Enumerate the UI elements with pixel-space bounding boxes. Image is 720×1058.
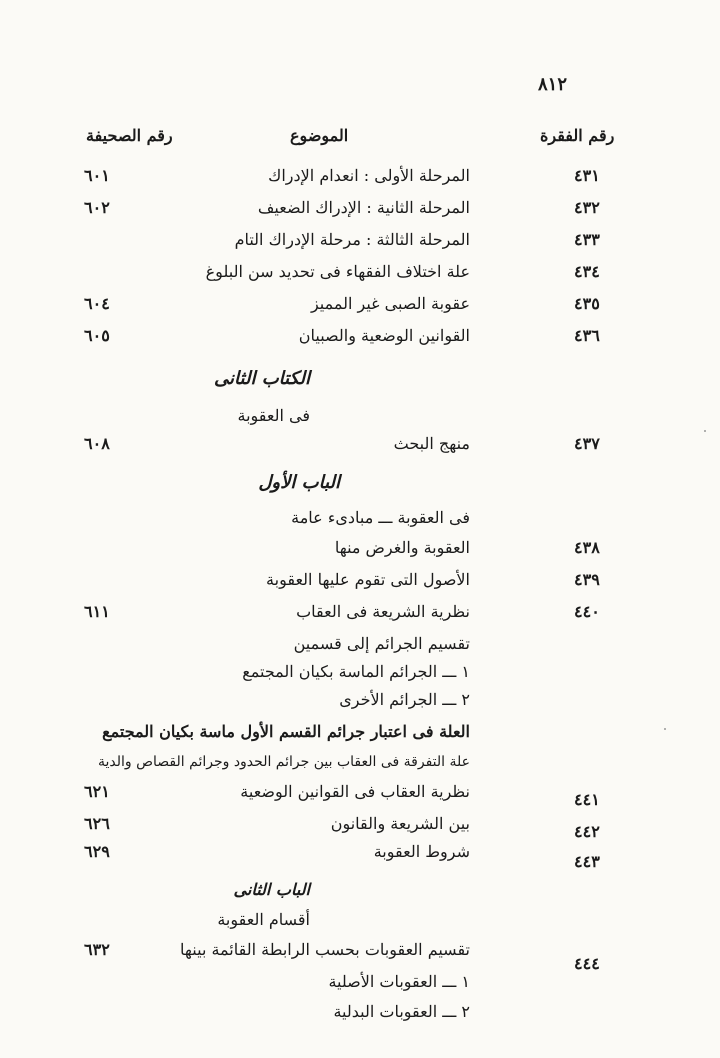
toc-row: [0, 782, 720, 812]
toc-row: [0, 434, 720, 464]
paragraph-number: ٤٤٠: [574, 602, 600, 621]
book-heading: الكتاب الثانى: [214, 368, 310, 389]
paragraph-number: ٤٣٣: [574, 230, 600, 249]
paragraph-number: ٤٣١: [574, 166, 600, 185]
paragraph-number: ٤٣٤: [574, 262, 600, 281]
page-ref: ٦٢٦: [84, 814, 110, 833]
paragraph-number: ٤٣٧: [574, 434, 600, 453]
paragraph-number: ٤٣٦: [574, 326, 600, 345]
paragraph-number: ٤٣٢: [574, 198, 600, 217]
paragraph-number: ٤٤٤: [574, 954, 600, 973]
page-ref: ٦٠٤: [84, 294, 110, 313]
toc-row: [0, 570, 720, 600]
entry-title: المرحلة الثالثة : مرحلة الإدراك التام: [234, 230, 470, 249]
toc-row: [0, 230, 720, 260]
toc-row: [0, 602, 720, 632]
page-ref: ٦٢١: [84, 782, 110, 801]
entry-title: تقسيم العقوبات بحسب الرابطة القائمة بينها: [180, 940, 470, 959]
toc-row: [0, 262, 720, 292]
scan-speck: [704, 430, 706, 432]
toc-row: [0, 538, 720, 568]
entry-title: شروط العقوبة: [373, 842, 470, 861]
paragraph-number: ٤٤٢: [574, 822, 600, 841]
toc-row: [0, 326, 720, 356]
toc-row: [0, 940, 720, 973]
division-item-1: ١ ـــ الجرائم الماسة بكيان المجتمع: [242, 662, 470, 681]
header-topic: الموضوع: [290, 126, 349, 145]
sub-item-2: ٢ ـــ العقوبات البدلية: [333, 1002, 470, 1021]
scan-speck: [664, 728, 666, 730]
toc-row: [0, 814, 720, 844]
entry-title: منهج البحث: [393, 434, 470, 453]
sub-item-1: ١ ـــ العقوبات الأصلية: [328, 972, 470, 991]
page-ref: ٦٠٢: [84, 198, 110, 217]
division-line-2: علة التفرقة فى العقاب بين جرائم الحدود وجرائم القصاص والدية: [97, 754, 470, 770]
paragraph-number: ٤٣٥: [574, 294, 600, 313]
page-ref: ٦٠٥: [84, 326, 110, 345]
page-ref: ٦٠٨: [84, 434, 110, 453]
entry-title: المرحلة الأولى : انعدام الإدراك: [268, 166, 470, 185]
page-ref: ٦٣٢: [84, 940, 110, 959]
entry-title: عقوبة الصبى غير المميز: [310, 294, 470, 313]
chapter-heading: الباب الأول: [258, 472, 340, 493]
toc-row: [0, 166, 720, 196]
paragraph-number: ٤٣٨: [574, 538, 600, 557]
header-paragraph-no: رقم الفقرة: [540, 126, 615, 145]
chapter-subheading: أقسام العقوبة: [217, 910, 310, 929]
entry-title: المرحلة الثانية : الإدراك الضعيف: [257, 198, 470, 217]
division-item-2: ٢ ـــ الجرائم الأخرى: [339, 690, 470, 709]
paragraph-number: ٤٤٣: [574, 852, 600, 871]
page-ref: ٦٠١: [84, 166, 110, 185]
entry-title: نظرية الشريعة فى العقاب: [296, 602, 470, 621]
division-line-1: العلة فى اعتبار جرائم القسم الأول ماسة بكيان المجتمع: [102, 722, 470, 741]
book-subheading: فى العقوبة: [237, 406, 310, 425]
entry-title: بين الشريعة والقانون: [330, 814, 470, 833]
entry-title: علة اختلاف الفقهاء فى تحديد سن البلوغ: [205, 262, 470, 281]
toc-row: [0, 842, 720, 872]
entry-title: الأصول التى تقوم عليها العقوبة: [266, 570, 470, 589]
entry-title: القوانين الوضعية والصبيان: [298, 326, 470, 345]
page-ref: ٦٢٩: [84, 842, 110, 861]
page-number: ٨١٢: [538, 74, 568, 95]
paragraph-number: ٤٤١: [574, 790, 600, 809]
entry-title: نظرية العقاب فى القوانين الوضعية: [240, 782, 470, 801]
entry-title: العقوبة والغرض منها: [334, 538, 470, 557]
toc-row: [0, 294, 720, 324]
page-ref: ٦١١: [84, 602, 110, 621]
paragraph-number: ٤٣٩: [574, 570, 600, 589]
header-page-no: رقم الصحيفة: [86, 126, 173, 145]
toc-row: [0, 198, 720, 228]
division-title: تقسيم الجرائم إلى قسمين: [293, 634, 470, 653]
chapter-subheading: فى العقوبة ـــ مبادىء عامة: [291, 508, 470, 527]
chapter-heading: الباب الثانى: [233, 880, 310, 899]
